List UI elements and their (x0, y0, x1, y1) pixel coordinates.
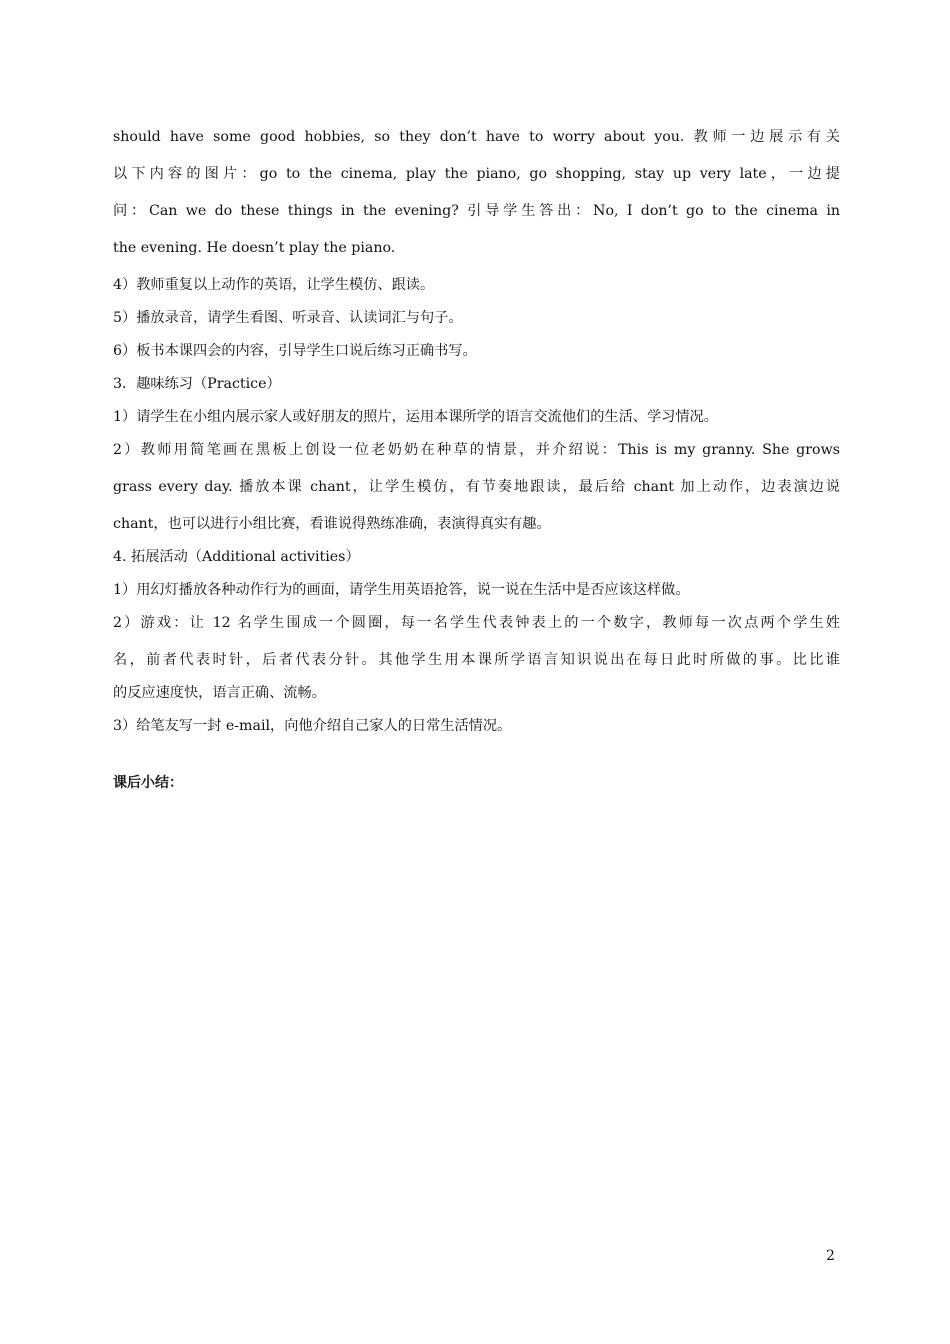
practice-item-2-line: chant，也可以进行小组比赛，看谁说得熟练准确，表演得真实有趣。 (113, 516, 551, 532)
step-6: 6）板书本课四会的内容，引导学生口说后练习正确书写。 (113, 343, 477, 359)
additional-heading: 4. 拓展活动（Additional activities） (113, 549, 360, 565)
step-5: 5）播放录音，请学生看图、听录音、认读词汇与句子。 (113, 310, 463, 326)
paragraph-line: the evening. He doesn’t play the piano. (113, 240, 396, 256)
summary-label: 课后小结： (113, 775, 183, 791)
page-content (113, 124, 840, 803)
spacer (113, 746, 840, 770)
paragraph-line: should have some good hobbies, so they don’t have to worry about you. 教师一边展示有关 (113, 129, 840, 145)
paragraph-line: 问：Can we do these things in the evening? 引导学生答出：No, I don’t go to the cinema in (113, 203, 840, 219)
additional-item-2-line: 名，前者代表时针，后者代表分针。其他学生用本课所学语言知识说出在每日此时所做的事。比比谁 (113, 652, 840, 668)
additional-item-1: 1）用幻灯播放各种动作行为的画面，请学生用英语抢答，说一说在生活中是否应该这样做。 (113, 582, 690, 598)
additional-item-3: 3）给笔友写一封 e-mail，向他介绍自己家人的日常生活情况。 (113, 718, 512, 734)
practice-heading: 3．趣味练习（Practice） (113, 376, 281, 392)
step-4: 4）教师重复以上动作的英语，让学生模仿、跟读。 (113, 277, 435, 293)
paragraph-line: 以下内容的图片：go to the cinema, play the piano, go shopping, stay up very late，一边提 (113, 166, 840, 182)
additional-item-2-line: 的反应速度快，语言正确、流畅。 (113, 685, 326, 701)
page-number: 2 (826, 1248, 835, 1264)
practice-item-2-line: grass every day. 播放本课 chant，让学生模仿，有节奏地跟读，最后给 chant 加上动作，边表演边说 (113, 479, 840, 495)
practice-item-1: 1）请学生在小组内展示家人或好朋友的照片，运用本课所学的语言交流他们的生活、学习情况。 (113, 409, 718, 425)
practice-item-2-line: 2）教师用简笔画在黑板上创设一位老奶奶在种草的情景，并介绍说：This is my granny. She grows (113, 442, 840, 458)
additional-item-2-line: 2）游戏：让 12 名学生围成一个圆圈，每一名学生代表钟表上的一个数字，教师每一次点两个学生姓 (113, 615, 840, 631)
